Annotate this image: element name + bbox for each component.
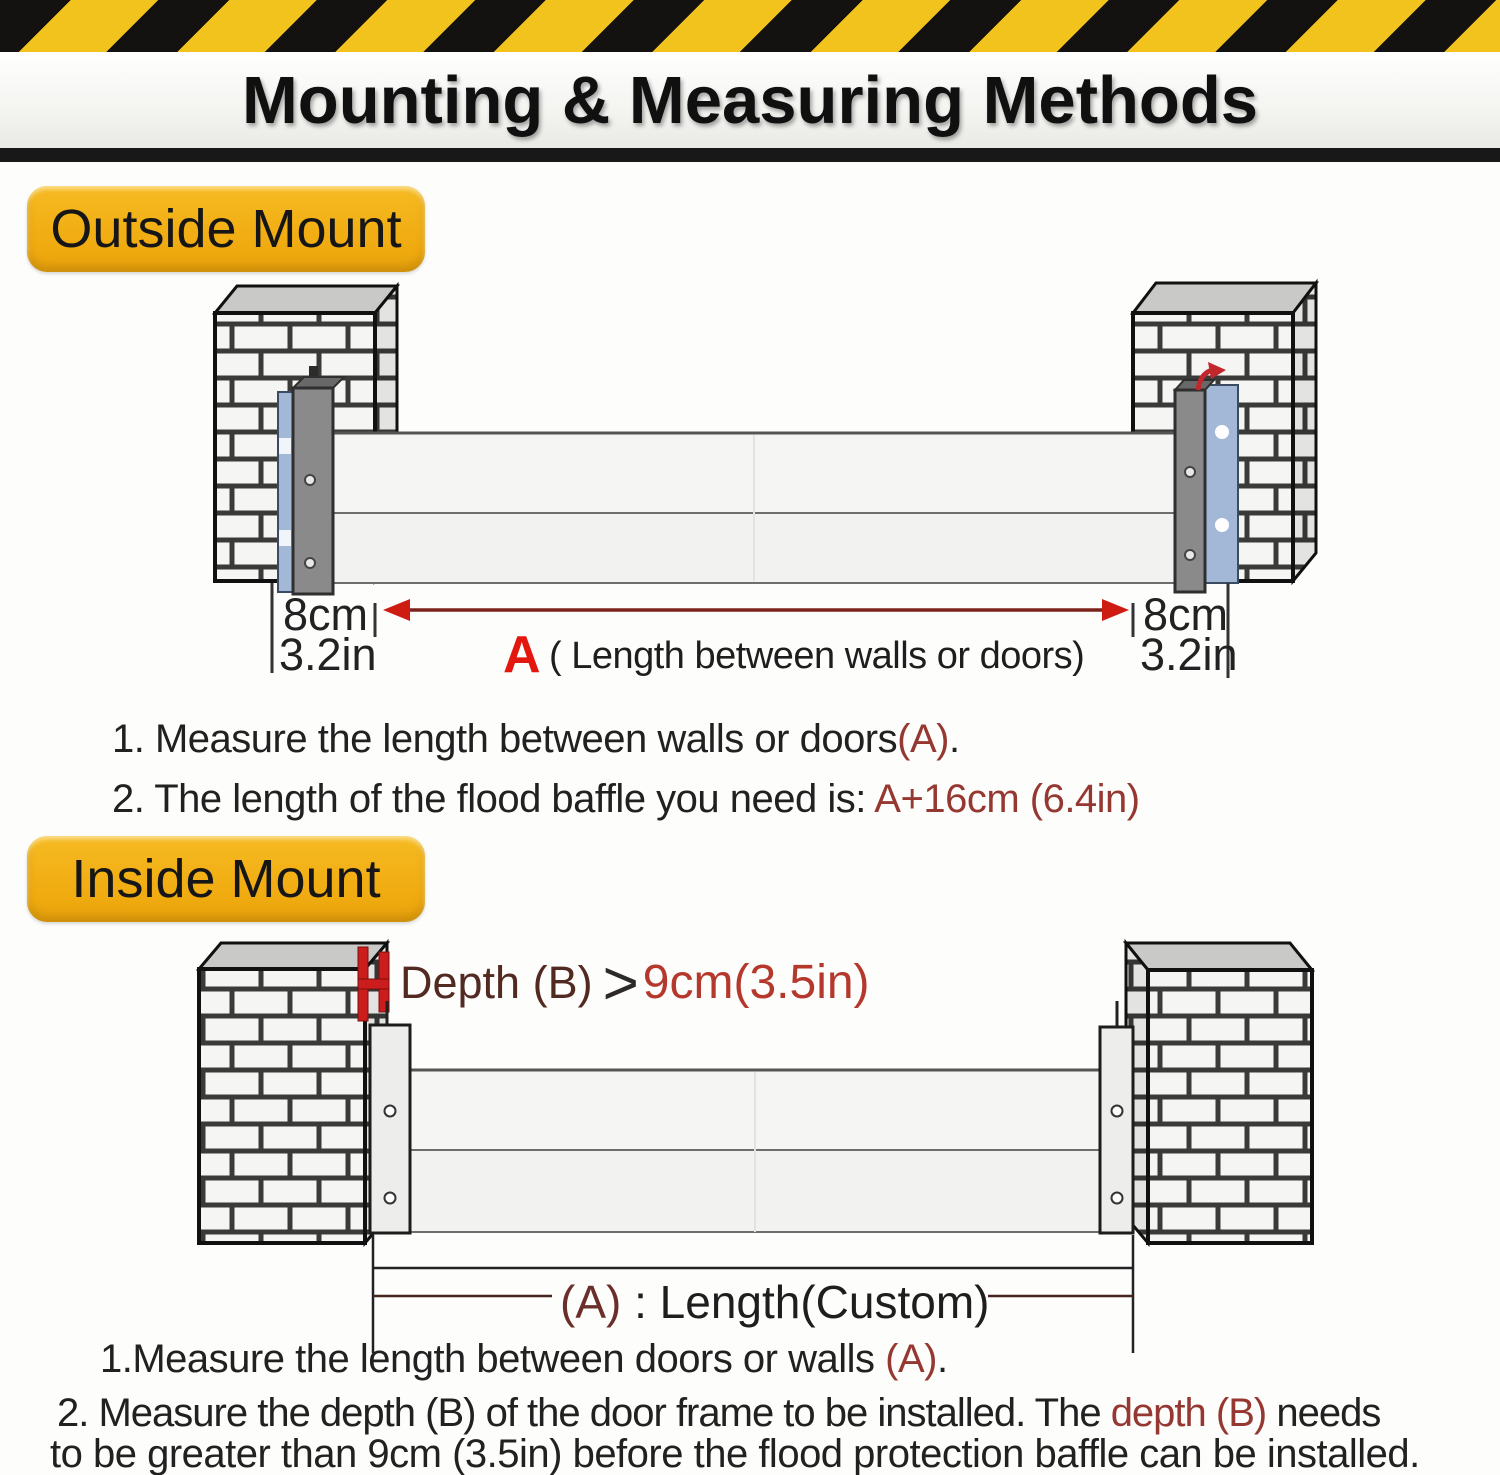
outside-step-2 (112, 777, 1140, 822)
outside-step-2-text: 2. The length of the flood baffle you need is: (112, 777, 875, 821)
page-title: Mounting & Measuring Methods (241, 62, 1259, 138)
inside-left-bracket (370, 1001, 410, 1233)
inside-step-2-line-2 (50, 1432, 1420, 1475)
title-band (0, 52, 1500, 148)
inside-span-label-A: (A) (560, 1276, 622, 1328)
inside-step-1 (100, 1337, 948, 1382)
outside-step-1-text: 1. Measure the length between walls or doors (112, 717, 898, 761)
outside-step-1-highlight: (A) (897, 717, 949, 761)
inside-mount-badge (27, 836, 425, 922)
hazard-stripe-band (0, 0, 1500, 52)
dim-left-cm: 8cm (283, 589, 369, 640)
span-letter-A: A (503, 626, 541, 684)
outside-step-2-highlight: A+16cm (6.4in) (874, 777, 1140, 821)
inside-step-2-text: 2. Measure the depth (B) of the door frame to be installed. The (57, 1391, 1111, 1435)
inside-step-2-line-1 (57, 1391, 1380, 1436)
span-label: ( Length between walls or doors) (549, 635, 1085, 677)
outside-left-gasket-strip (278, 392, 293, 592)
depth-value-text: 9cm(3.5in) (642, 956, 870, 1009)
inside-step-2-highlight: depth (B) (1110, 1391, 1267, 1435)
depth-label-text: Depth (B) (400, 957, 593, 1008)
inside-step-2-suffix: needs (1266, 1391, 1381, 1435)
dim-left-in: 3.2in (279, 629, 377, 680)
inside-step-1-text: 1.Measure the length between doors or walls (100, 1337, 886, 1381)
inside-step-1-period: . (936, 1337, 948, 1381)
inside-span-label (560, 1276, 990, 1328)
outside-right-gasket-strip (1205, 385, 1238, 583)
dim-right-in: 3.2in (1140, 629, 1238, 680)
inside-step-1-highlight: (A) (885, 1337, 937, 1381)
inside-right-pillar (1126, 943, 1312, 1243)
greater-than-sign: > (602, 949, 639, 1018)
flood-barrier (333, 433, 1175, 583)
inside-mount-badge-label: Inside Mount (71, 849, 381, 909)
inside-right-bracket (1100, 1001, 1133, 1233)
header-divider (0, 148, 1500, 162)
inside-step-2-continuation: to be greater than 9cm (3.5in) before the flood protection baffle can be installed. (50, 1432, 1420, 1475)
inside-span-label-rest: : Length(Custom) (634, 1276, 990, 1328)
depth-requirement-label (400, 948, 870, 1019)
outside-mount-badge (27, 186, 425, 272)
outside-step-1 (112, 717, 960, 762)
dim-right-cm: 8cm (1143, 589, 1229, 640)
outside-step-1-period: . (948, 717, 960, 761)
flood-barrier (410, 1070, 1100, 1232)
outside-mount-diagram (0, 270, 1500, 700)
outside-mount-badge-label: Outside Mount (50, 199, 402, 259)
